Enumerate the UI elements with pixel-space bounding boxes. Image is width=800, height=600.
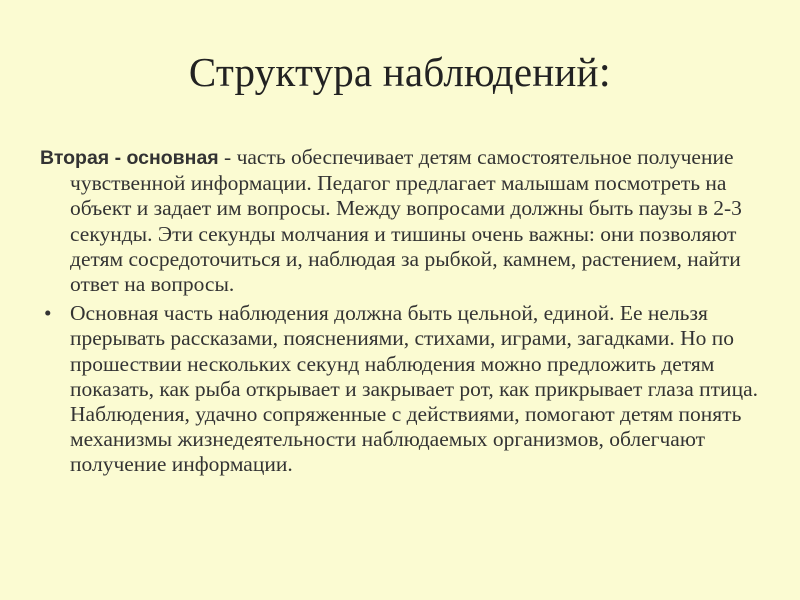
slide-title — [0, 42, 800, 102]
paragraph-text: - часть обеспечивает детям самостоятельное получение чувственной информации. Педагог предлагает малышам посмотреть на объект и задает им вопросы. Между вопросами должны быть паузы в 2-3 секунды. Эти секунды молчания и тишины очень важны: они позволяют детям сосредоточиться и, наблюдая за рыбкой, камнем, растением, найти ответ на вопросы. — [70, 145, 742, 297]
bullet-text: Основная часть наблюдения должна быть цельной, единой. Ее нельзя прерывать рассказами, пояснениями, стихами, играми, загадками. Но по прошествии нескольких секунд наблюдения можно предложить детям показать, как рыба открывает и закрывает рот, как прикрывает глаза птица. Наблюдения, удачно сопряженные с действиями, помогают детям понять механизмы жизнедеятельности наблюдаемых организмов, облегчают получение информации. — [70, 301, 758, 477]
slide-title-text: Структура наблюдений — [188, 49, 599, 95]
paragraph-main-part — [40, 145, 760, 297]
bullet-item — [40, 301, 760, 477]
slide-title-colon: : — [598, 47, 612, 96]
slide-body — [40, 145, 760, 482]
paragraph-heading: Вторая - основная — [40, 147, 219, 169]
bullet-marker: • — [44, 301, 52, 326]
